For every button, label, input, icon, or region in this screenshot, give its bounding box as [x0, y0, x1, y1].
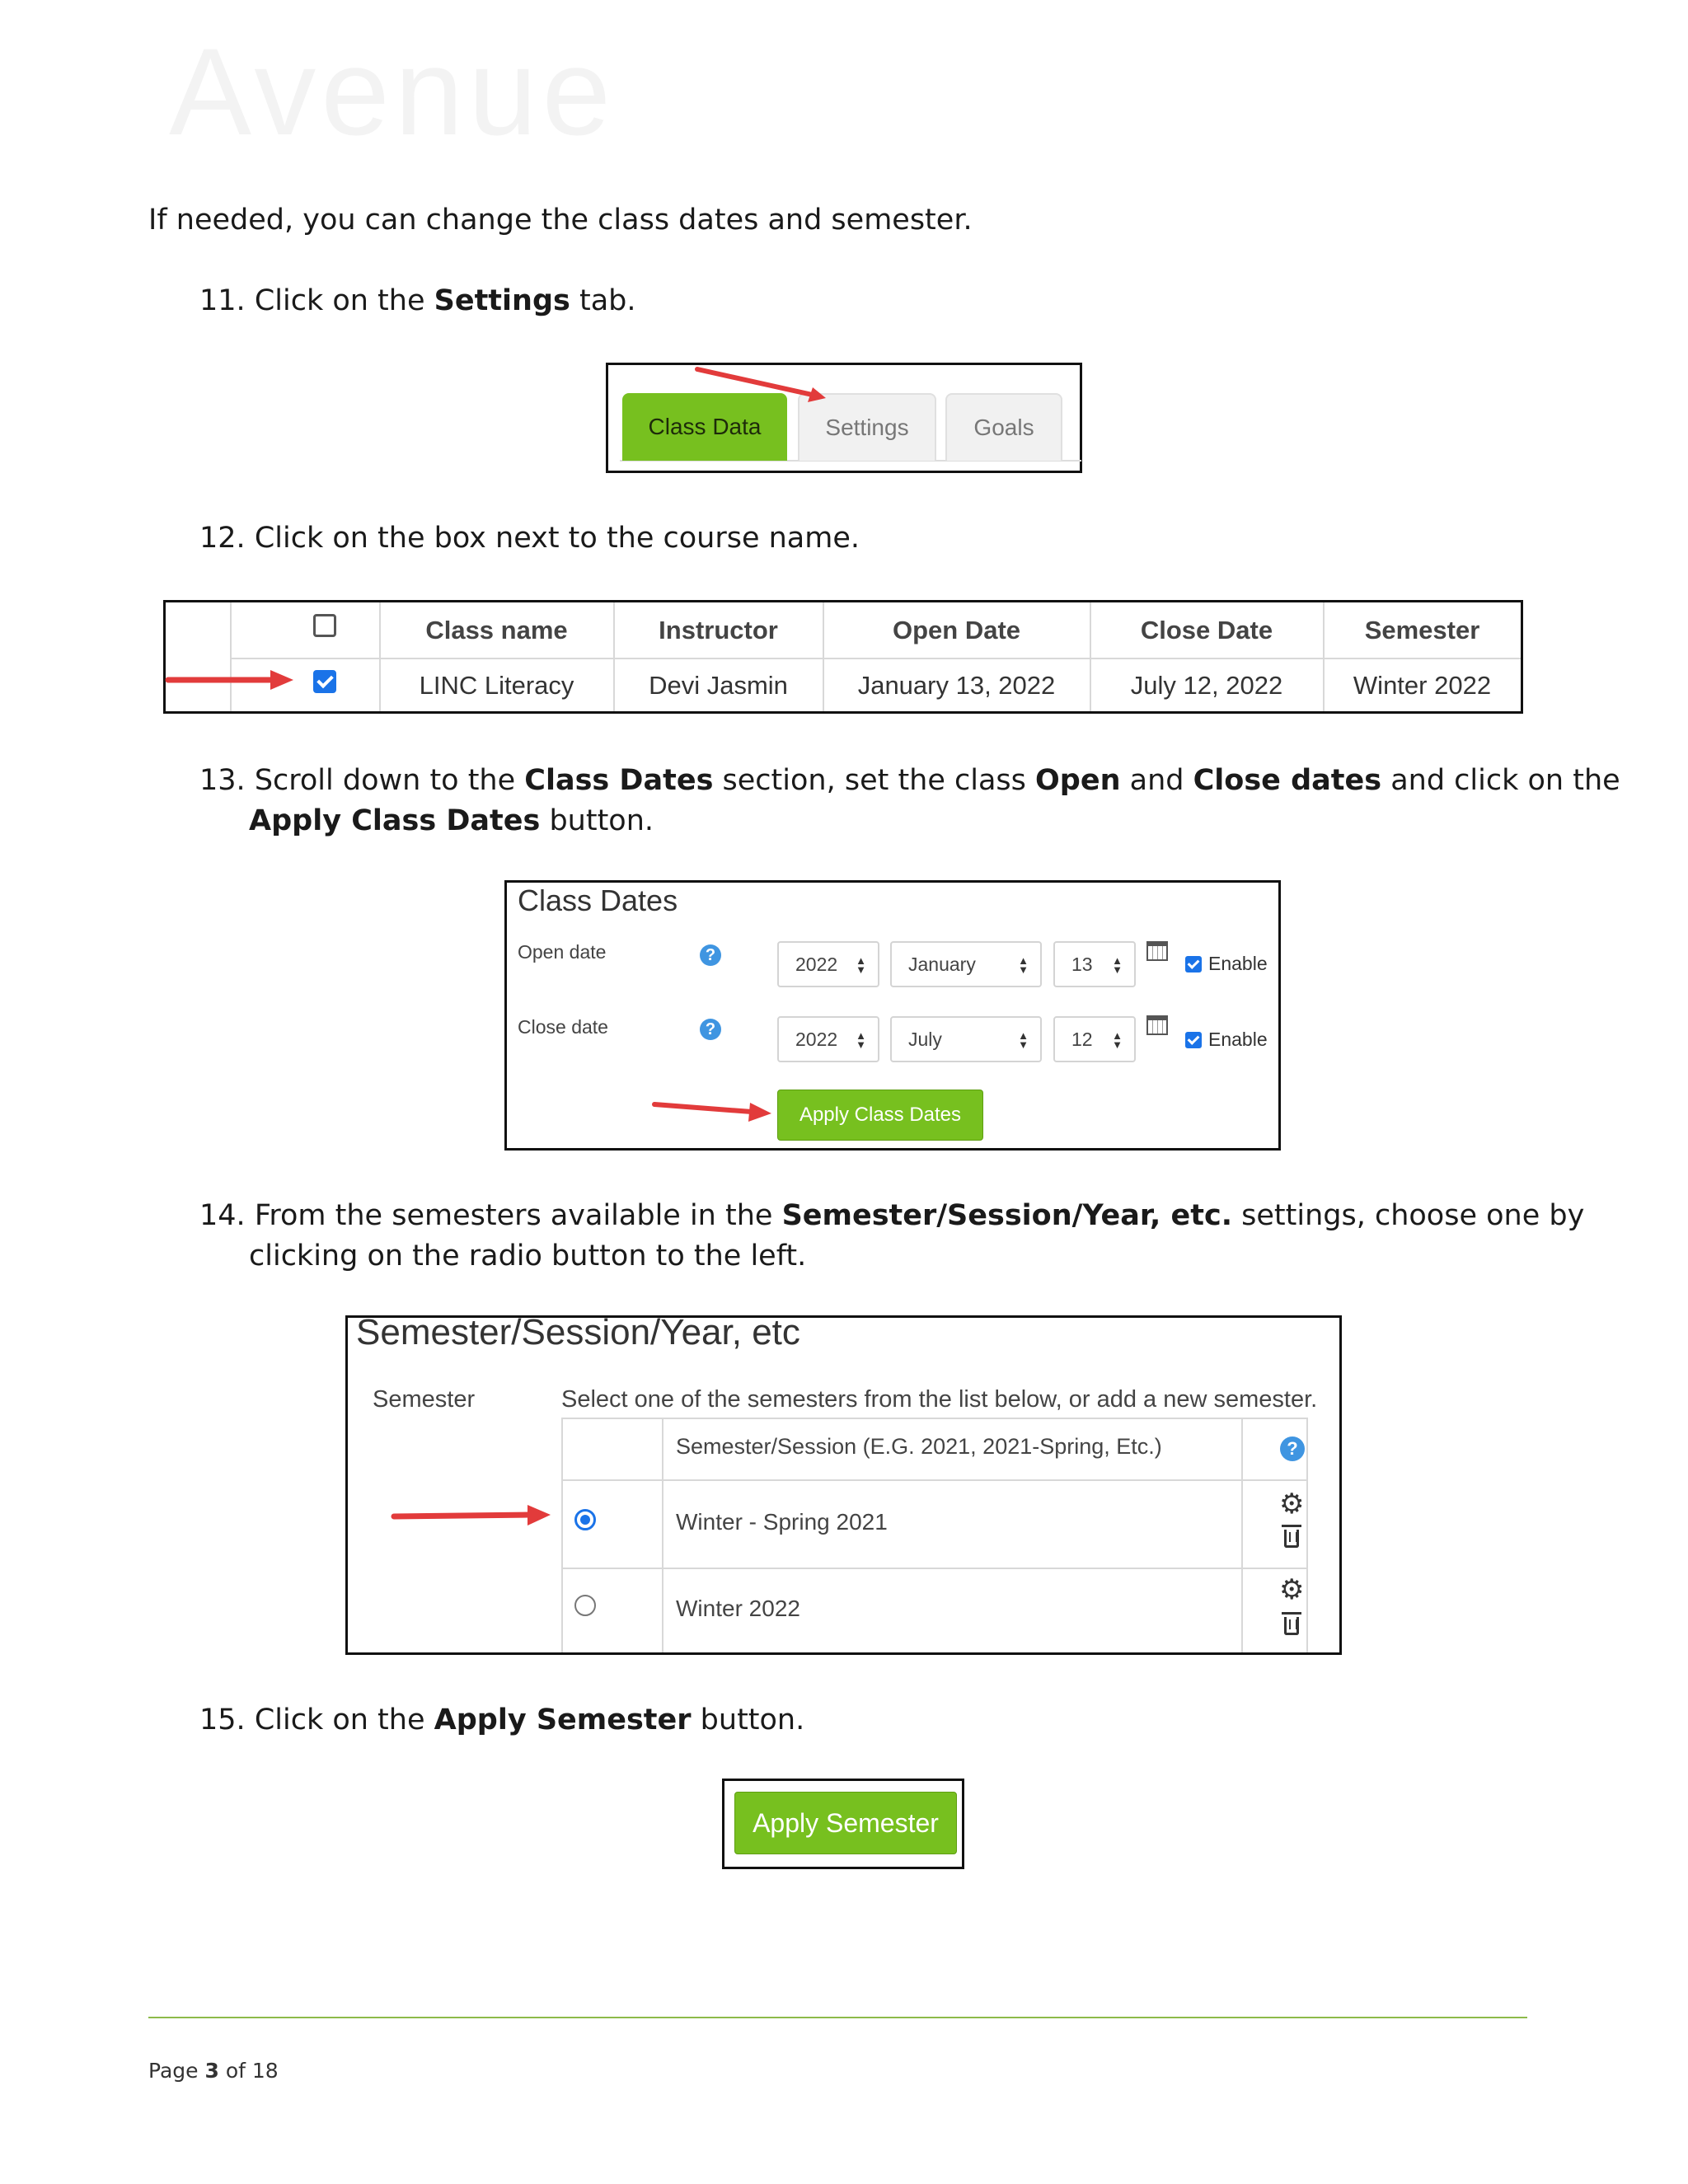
gear-icon[interactable]: ⚙ — [1279, 1488, 1305, 1520]
close-enable-checkbox[interactable]: Enable — [1185, 1029, 1268, 1051]
semester-screenshot — [345, 1315, 1342, 1655]
calendar-icon[interactable] — [1146, 941, 1168, 961]
step-text: tab. — [570, 284, 636, 317]
watermark-logo: Avenue — [169, 22, 617, 161]
row-checkbox[interactable] — [313, 670, 336, 693]
step-14: 14. From the semesters available in the Semester/Session/Year, etc. settings, choose one by — [199, 1199, 1585, 1232]
semester-option-2: Winter 2022 — [676, 1596, 800, 1621]
help-icon[interactable]: ? — [1280, 1436, 1305, 1461]
open-date-label: Open date — [518, 941, 607, 963]
open-enable-checkbox[interactable]: Enable — [1185, 953, 1268, 975]
tab-goals[interactable]: Goals — [945, 393, 1062, 461]
header-close-date[interactable]: Close Date — [1140, 615, 1273, 644]
semester-instruction: Select one of the semesters from the list below, or add a new semester. — [561, 1386, 1318, 1413]
step-12 — [199, 518, 860, 559]
step-14-line2: clicking on the radio button to the left. — [249, 1240, 807, 1272]
class-dates-title: Class Dates — [518, 883, 678, 917]
step-15: 15. Click on the Apply Semester button. — [199, 1704, 805, 1736]
calendar-icon[interactable] — [1146, 1015, 1168, 1035]
step-text: Click on the — [254, 284, 434, 317]
tab-settings[interactable]: Settings — [798, 393, 936, 461]
semester-column-header: Semester/Session (E.G. 2021, 2021-Spring, Etc.) — [676, 1434, 1162, 1459]
cell-instructor: Devi Jasmin — [649, 670, 788, 700]
checkbox-icon — [1185, 956, 1202, 972]
footer-divider — [148, 2017, 1527, 2018]
intro-text: If needed, you can change the class dates and semester. — [148, 204, 973, 237]
checkbox-icon — [1185, 1032, 1202, 1048]
header-semester[interactable]: Semester — [1364, 615, 1480, 644]
header-instructor[interactable]: Instructor — [659, 615, 778, 644]
header-class-name[interactable]: Class name — [425, 615, 568, 644]
cell-class-name: LINC Literacy — [419, 670, 574, 700]
close-day-select[interactable]: 12 ▲ ▼ — [1053, 1016, 1136, 1062]
open-year-select[interactable]: 2022 ▲ ▼ — [777, 941, 879, 987]
trash-icon[interactable] — [1284, 1530, 1299, 1548]
trash-icon[interactable] — [1284, 1617, 1299, 1635]
step-13-line2: Apply Class Dates button. — [249, 804, 654, 837]
step-number: 11. — [199, 284, 246, 317]
red-arrow-icon — [389, 1500, 554, 1533]
red-arrow-icon — [165, 666, 297, 696]
close-year-select[interactable]: 2022 ▲ ▼ — [777, 1016, 879, 1062]
red-arrow-icon — [651, 1096, 775, 1126]
step-number: 15. — [199, 1704, 246, 1736]
step-13: 13. Scroll down to the Class Dates section, set the class Open and Close dates and click on the — [199, 764, 1620, 797]
red-arrow-icon — [692, 363, 832, 404]
page-number: Page 3 of 18 — [148, 2059, 279, 2083]
cell-open-date: January 13, 2022 — [857, 670, 1056, 700]
step-number: 14. — [199, 1199, 246, 1232]
semester-section-title: Semester/Session/Year, etc — [356, 1312, 800, 1352]
open-day-select[interactable]: 13 ▲ ▼ — [1053, 941, 1136, 987]
step-bold: Settings — [434, 284, 570, 317]
apply-class-dates-button[interactable]: Apply Class Dates — [777, 1090, 983, 1141]
cell-semester: Winter 2022 — [1353, 670, 1492, 700]
step-number: 12. — [199, 522, 246, 555]
open-month-select[interactable]: January ▲ ▼ — [890, 941, 1042, 987]
cell-close-date: July 12, 2022 — [1130, 670, 1283, 700]
help-icon[interactable]: ? — [700, 944, 721, 966]
tab-class-data[interactable]: Class Data — [622, 393, 787, 461]
close-month-select[interactable]: July ▲ ▼ — [890, 1016, 1042, 1062]
semester-option-1: Winter - Spring 2021 — [676, 1509, 888, 1535]
step-text: Click on the box next to the course name. — [254, 522, 860, 555]
semester-radio-1[interactable] — [574, 1509, 596, 1530]
close-date-label: Close date — [518, 1016, 608, 1038]
header-open-date[interactable]: Open Date — [892, 615, 1021, 644]
semester-label: Semester — [373, 1386, 476, 1413]
apply-semester-button[interactable]: Apply Semester — [734, 1792, 957, 1854]
step-number: 13. — [199, 764, 246, 797]
semester-radio-2[interactable] — [574, 1595, 596, 1616]
help-icon[interactable]: ? — [700, 1019, 721, 1040]
step-11 — [199, 280, 635, 321]
select-all-checkbox[interactable] — [313, 614, 336, 637]
gear-icon[interactable]: ⚙ — [1279, 1574, 1305, 1605]
